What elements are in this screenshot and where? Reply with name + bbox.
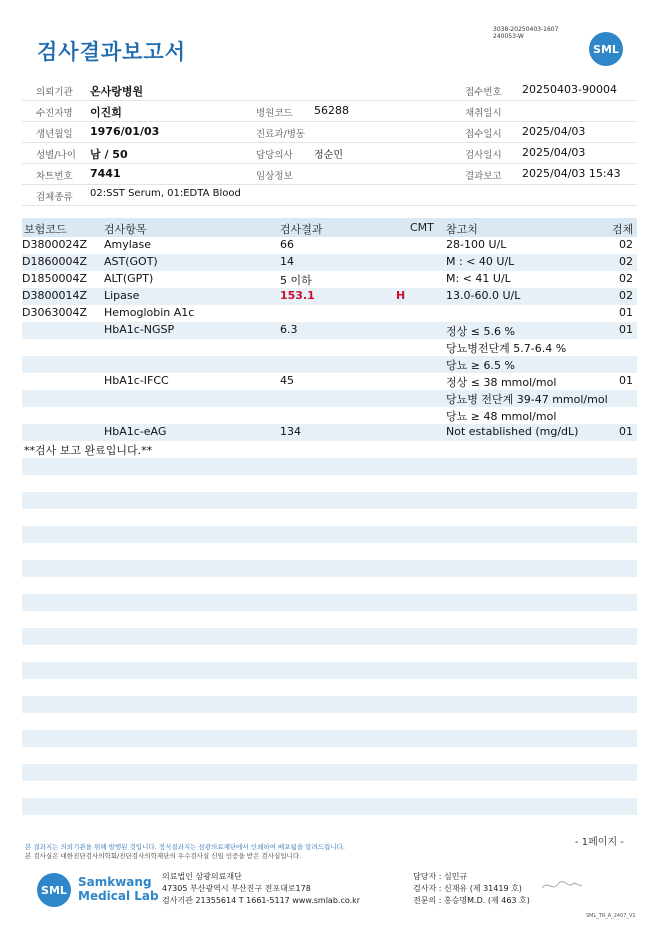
label-department: 진료과/병동 [256,129,306,140]
cell-reference: M: < 41 U/L [446,272,511,285]
footer-note-accreditation: 본 검사실은 대한진단검사의학회/진단검사의학재단의 우수검사실 신임 인증을 받은 검사실입니다. [25,852,302,860]
header-specimen: 검체 [612,223,634,236]
cell-item: AST(GOT) [104,255,158,268]
table-row [22,305,637,322]
cell-reference: 당뇨 ≥ 6.5 % [446,359,515,372]
cell-specimen: 02 [619,289,633,302]
label-doctor: 담당의사 [256,150,293,161]
cell-code: D1860004Z [22,255,87,268]
org-name: 의료법인 삼광의료재단 [162,872,242,881]
cell-item: HbA1c-NGSP [104,323,175,336]
empty-row-stripe [22,730,637,747]
cell-reference: 정상 ≤ 5.6 % [446,325,515,338]
label-birthdate: 생년월일 [36,129,73,140]
table-row [22,356,637,373]
cell-result: 66 [280,238,294,251]
brand-line2: Medical Lab [78,889,159,903]
cell-specimen: 01 [619,374,633,387]
value-institution: 온사랑병원 [90,85,144,98]
cell-specimen: 02 [619,238,633,251]
value-specimen-type: 02:SST Serum, 01:EDTA Blood [90,188,241,199]
label-receipt-date: 접수일시 [465,129,502,140]
value-chart-no: 7441 [90,167,121,180]
table-row [22,237,637,254]
empty-row-stripe [22,458,637,475]
report-complete-note: **검사 보고 완료입니다.** [24,444,153,457]
table-row [22,254,637,271]
empty-row-stripe [22,696,637,713]
label-collection-time: 채취일시 [465,108,502,119]
label-report-time: 결과보고 [465,171,502,182]
sml-logo: SML [589,32,623,66]
footer-sml-logo: SML [37,873,71,907]
value-doctor: 정순민 [314,150,343,161]
staff-tester: 검사자 : 신재유 (제 31419 호) [413,884,522,893]
form-code: SML_TR_A_2407_V1 [586,913,636,919]
staff-manager: 담당자 : 심민규 [413,872,468,881]
document-id-line2: 240053-W [493,33,524,40]
value-sex-age: 남 / 50 [90,148,128,161]
empty-row-stripe [22,662,637,679]
cell-specimen: 01 [619,306,633,319]
table-row [22,373,637,390]
empty-row-stripe [22,492,637,509]
empty-row-stripe [22,798,637,815]
value-receipt-date: 2025/04/03 [522,125,586,138]
cell-item: HbA1c-eAG [104,425,167,438]
label-hospital-code: 병원코드 [256,108,293,119]
header-item: 검사항목 [104,223,147,236]
info-row-specimen [22,184,637,206]
cell-specimen: 02 [619,272,633,285]
staff-specialist: 전문의 : 홍승명M.D. (제 463 호) [413,896,530,905]
cell-reference: Not established (mg/dL) [446,425,579,438]
label-chart-no: 차트번호 [36,171,73,182]
empty-row-stripe [22,526,637,543]
cell-result: 5 이하 [280,274,312,287]
cell-item: HbA1c-IFCC [104,374,169,387]
info-row-institution [22,79,637,101]
label-clinical-info: 임상정보 [256,171,293,182]
cell-reference: 당뇨 ≥ 48 mmol/mol [446,410,557,423]
table-row [22,407,637,424]
cell-reference: M : < 40 U/L [446,255,515,268]
cell-result-abnormal: 153.1 [280,289,315,302]
cell-reference: 정상 ≤ 38 mmol/mol [446,376,557,389]
cell-result: 45 [280,374,294,387]
document-id-line1: 3038-20250403-1607 [493,26,559,33]
value-hospital-code: 56288 [314,104,349,117]
cell-reference: 28-100 U/L [446,238,507,251]
header-cmt: CMT [410,221,434,234]
info-row-chart [22,163,637,185]
table-row [22,390,637,407]
cell-specimen: 01 [619,425,633,438]
footer-org-info [162,871,360,907]
document-id [493,26,558,40]
org-contact: 검사기관 21355614 T 1661-5117 www.smlab.co.kr [162,896,361,905]
label-receipt-no: 접수번호 [465,87,502,98]
table-row [22,322,637,339]
cell-reference: 당뇨병 전단계 39-47 mmol/mol [446,393,608,406]
table-row-complete-note [22,441,637,458]
cell-code: D3800024Z [22,238,87,251]
empty-row-stripe [22,560,637,577]
cell-item: Amylase [104,238,152,251]
info-row-sex-age [22,142,637,164]
cell-result: 6.3 [280,323,298,336]
label-patient-name: 수진자명 [36,108,73,119]
page-title: 검사결과보고서 [37,40,187,64]
cell-code: D3800014Z [22,289,87,302]
empty-row-stripe [22,594,637,611]
value-receipt-no: 20250403-90004 [522,83,617,96]
cell-code: D1850004Z [22,272,87,285]
cell-code: D3063004Z [22,306,87,319]
cell-item: Lipase [104,289,140,302]
header-result: 검사결과 [280,223,323,236]
label-specimen-type: 검체종류 [36,192,73,203]
value-birthdate: 1976/01/03 [90,125,160,138]
cell-cmt-high-flag: H [396,289,406,302]
value-report-time: 2025/04/03 15:43 [522,167,621,180]
cell-specimen: 02 [619,255,633,268]
page-number: - 1페이지 - [575,837,624,848]
header-code: 보험코드 [24,223,67,236]
value-test-date: 2025/04/03 [522,146,586,159]
header-reference: 참고치 [446,223,478,236]
empty-row-stripe [22,764,637,781]
cell-item: Hemoglobin A1c [104,306,195,319]
footer-brand [78,875,159,903]
results-table-header [22,218,637,237]
table-row [22,339,637,356]
footer-note-issuance: 본 결과지는 의뢰기관을 위해 발행된 것입니다. 정식결과지는 삼광의료재단에서 인쇄하여 배포됨을 알려드립니다. [25,843,345,851]
brand-line1: Samkwang [78,875,152,889]
signature-icon [540,878,584,892]
org-address: 47305 부산광역시 부산진구 전포대로178 [162,884,311,893]
cell-reference: 13.0-60.0 U/L [446,289,521,302]
label-sex-age: 성별/나이 [36,150,76,161]
label-test-date: 검사일시 [465,150,502,161]
label-institution: 의뢰기관 [36,87,73,98]
info-row-patient [22,100,637,122]
cell-item: ALT(GPT) [104,272,154,285]
cell-result: 134 [280,425,301,438]
table-row [22,424,637,441]
footer-staff-info [413,871,530,907]
value-patient-name: 이진희 [90,106,122,119]
cell-specimen: 01 [619,323,633,336]
info-row-birth [22,121,637,143]
table-row [22,271,637,288]
cell-result: 14 [280,255,294,268]
cell-reference: 당뇨병전단계 5.7-6.4 % [446,342,567,355]
table-row [22,288,637,305]
empty-row-stripe [22,628,637,645]
